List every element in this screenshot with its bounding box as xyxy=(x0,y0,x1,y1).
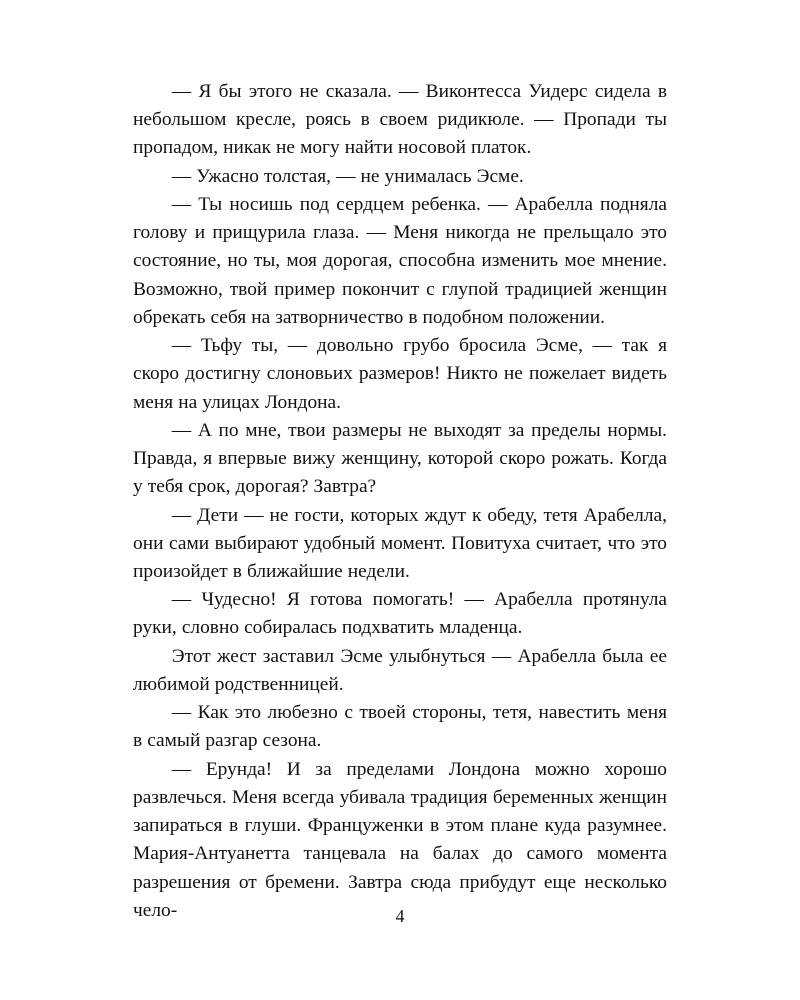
paragraph: — Тьфу ты, — довольно грубо бросила Эсме, — так я скоро достигну слоновьих размеров! Никто не пожелает видеть меня на улицах Лондона. xyxy=(133,335,667,413)
paragraph: — Ты носишь под сердцем ребенка. — Арабелла подняла голову и прищурила глаза. — Меня никогда не прельщало это состояние, но ты, моя дорогая, способна изменить мое мнение. Возможно, твой пример покончит с глупой традицией женщин обрекать себя на затворничество в подобном положении. xyxy=(133,193,667,328)
paragraph: Этот жест заставил Эсме улыбнуться — Арабелла была ее любимой родственницей. xyxy=(133,645,667,695)
page-number: 4 xyxy=(395,906,405,926)
paragraph: — Ерунда! И за пределами Лондона можно хорошо развлечься. Меня всегда убивала традиция беременных женщин запираться в глуши. Француженки в этом плане куда разумнее. Мария-Антуанетта танцевала на балах до самого момента разрешения от бремени. Завтра сюда прибудут еще несколько чело- xyxy=(133,758,667,921)
paragraph: — А по мне, твои размеры не выходят за пределы нормы. Правда, я впервые вижу женщину, которой скоро рожать. Когда у тебя срок, дорогая? Завтра? xyxy=(133,419,667,498)
paragraph: — Дети — не гости, которых ждут к обеду, тетя Арабелла, они сами выбирают удобный момент. Повитуха считает, что это произойдет в ближайшие недели. xyxy=(133,504,667,582)
paragraph: — Чудесно! Я готова помогать! — Арабелла протянула руки, словно собиралась подхватить младенца. xyxy=(133,589,667,639)
paragraph: — Я бы этого не сказала. — Виконтесса Уидерс сидела в небольшом кресле, роясь в своем ридикюле. — Пропади ты пропадом, никак не могу найти носовой платок. xyxy=(133,81,667,159)
page-text-block xyxy=(133,78,667,925)
paragraph: — Как это любезно с твоей стороны, тетя, навестить меня в самый разгар сезона. xyxy=(133,702,667,752)
paragraph: — Ужасно толстая, — не унималась Эсме. xyxy=(171,165,524,187)
